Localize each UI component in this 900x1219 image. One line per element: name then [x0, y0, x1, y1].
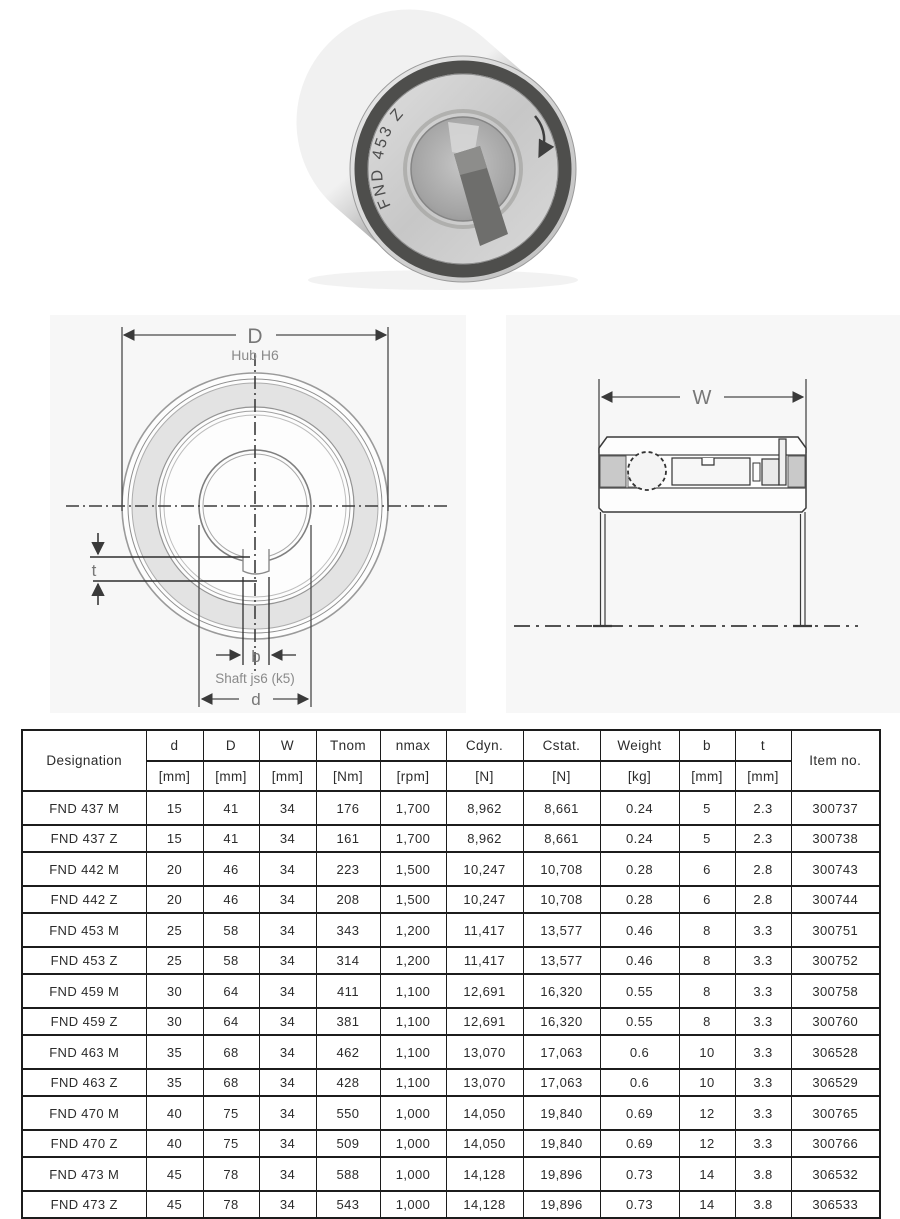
- table-cell: 8: [679, 913, 735, 947]
- table-cell: 20: [146, 852, 203, 886]
- table-cell: 64: [203, 974, 259, 1008]
- table-cell: 306529: [791, 1069, 880, 1096]
- table-row: [22, 913, 880, 947]
- table-cell: 34: [259, 791, 316, 825]
- table-cell: 428: [316, 1069, 380, 1096]
- table-cell: 35: [146, 1035, 203, 1069]
- table-cell: 300737: [791, 791, 880, 825]
- table-cell: 1,100: [380, 1035, 446, 1069]
- dim-label-W: W: [692, 387, 712, 409]
- table-cell: 34: [259, 1069, 316, 1096]
- table-cell: 3.3: [735, 1008, 791, 1035]
- table-cell: 12: [679, 1130, 735, 1157]
- header-cell-cdyn: Cdyn.: [446, 730, 523, 761]
- table-cell: FND 463 M: [22, 1035, 146, 1069]
- table-cell: 12,691: [446, 974, 523, 1008]
- table-cell: 46: [203, 886, 259, 913]
- table-row: [22, 1035, 880, 1069]
- table-row: [22, 1130, 880, 1157]
- table-cell: 41: [203, 825, 259, 852]
- table-cell: 17,063: [523, 1069, 600, 1096]
- table-cell: 1,500: [380, 852, 446, 886]
- table-cell: 13,070: [446, 1069, 523, 1096]
- table-cell: 0.73: [600, 1157, 679, 1191]
- header-cell-tnom: Tnom: [316, 730, 380, 761]
- table-cell: 5: [679, 825, 735, 852]
- table-cell: 58: [203, 913, 259, 947]
- table-cell: 12,691: [446, 1008, 523, 1035]
- table-cell: 300738: [791, 825, 880, 852]
- table-cell: 19,840: [523, 1130, 600, 1157]
- table-cell: FND 442 M: [22, 852, 146, 886]
- table-cell: 300752: [791, 947, 880, 974]
- header-cell-b: b: [679, 730, 735, 761]
- table-cell: 5: [679, 791, 735, 825]
- table-body: [22, 791, 880, 1218]
- table-cell: 10,247: [446, 886, 523, 913]
- header-cell-nmax: nmax: [380, 730, 446, 761]
- table-cell: 1,100: [380, 1069, 446, 1096]
- retainer-plate: [779, 439, 786, 485]
- table-row: [22, 1008, 880, 1035]
- table-cell: 314: [316, 947, 380, 974]
- table-row: [22, 1069, 880, 1096]
- table-cell: 3.3: [735, 947, 791, 974]
- table-cell: 78: [203, 1191, 259, 1218]
- table-cell: 8: [679, 947, 735, 974]
- table-cell: 30: [146, 1008, 203, 1035]
- table-cell: 1,000: [380, 1157, 446, 1191]
- table-cell: 381: [316, 1008, 380, 1035]
- roller-notch: [702, 458, 714, 465]
- table-cell: 34: [259, 1157, 316, 1191]
- table-row: [22, 791, 880, 825]
- right-spacer-block: [788, 456, 805, 487]
- table-cell: 3.3: [735, 974, 791, 1008]
- table-cell: 306533: [791, 1191, 880, 1218]
- table-cell: 35: [146, 1069, 203, 1096]
- table-cell: 25: [146, 947, 203, 974]
- front-view-drawing-panel: [50, 315, 466, 713]
- table-cell: 3.8: [735, 1157, 791, 1191]
- header-cell-w: W: [259, 730, 316, 761]
- table-cell: 14: [679, 1191, 735, 1218]
- table-cell: 1,000: [380, 1096, 446, 1130]
- table-row: [22, 947, 880, 974]
- table-cell: 0.24: [600, 825, 679, 852]
- table-cell: 300760: [791, 1008, 880, 1035]
- side-view-drawing: [506, 315, 900, 713]
- table-cell: 34: [259, 974, 316, 1008]
- table-cell: 25: [146, 913, 203, 947]
- table-cell: 41: [203, 791, 259, 825]
- table-row: [22, 1157, 880, 1191]
- table-cell: 10,708: [523, 852, 600, 886]
- table-cell: 3.3: [735, 1130, 791, 1157]
- table-cell: 34: [259, 1191, 316, 1218]
- table-cell: 46: [203, 852, 259, 886]
- table-cell: 11,417: [446, 947, 523, 974]
- table-cell: 15: [146, 791, 203, 825]
- table-cell: 30: [146, 974, 203, 1008]
- table-cell: 3.3: [735, 1096, 791, 1130]
- table-cell: 300751: [791, 913, 880, 947]
- table-cell: 1,000: [380, 1130, 446, 1157]
- table-cell: 17,063: [523, 1035, 600, 1069]
- table-cell: 509: [316, 1130, 380, 1157]
- unit-cell: [Nm]: [316, 761, 380, 791]
- table-cell: 14,128: [446, 1191, 523, 1218]
- header-cell-cstat: Cstat.: [523, 730, 600, 761]
- table-cell: 588: [316, 1157, 380, 1191]
- table-cell: 34: [259, 825, 316, 852]
- unit-cell: [mm]: [679, 761, 735, 791]
- table-cell: 12: [679, 1096, 735, 1130]
- table-cell: 6: [679, 886, 735, 913]
- table-cell: 1,700: [380, 791, 446, 825]
- table-cell: 2.3: [735, 825, 791, 852]
- table-cell: 34: [259, 1130, 316, 1157]
- dim-label-D: D: [247, 325, 263, 348]
- table-cell: 300743: [791, 852, 880, 886]
- table-cell: 161: [316, 825, 380, 852]
- table-cell: FND 470 Z: [22, 1130, 146, 1157]
- table-cell: FND 453 Z: [22, 947, 146, 974]
- table-cell: FND 437 M: [22, 791, 146, 825]
- table-cell: 176: [316, 791, 380, 825]
- table-cell: 14,050: [446, 1130, 523, 1157]
- table-cell: 10: [679, 1069, 735, 1096]
- table-row: [22, 1096, 880, 1130]
- table-row: [22, 852, 880, 886]
- table-cell: 34: [259, 1008, 316, 1035]
- table-cell: 0.55: [600, 1008, 679, 1035]
- table-cell: 40: [146, 1130, 203, 1157]
- table-cell: FND 459 Z: [22, 1008, 146, 1035]
- table-cell: 550: [316, 1096, 380, 1130]
- table-cell: 1,200: [380, 947, 446, 974]
- table-cell: 208: [316, 886, 380, 913]
- table-cell: 14,128: [446, 1157, 523, 1191]
- unit-cell: [rpm]: [380, 761, 446, 791]
- table-cell: FND 470 M: [22, 1096, 146, 1130]
- front-view-drawing: [50, 315, 466, 713]
- table-cell: 0.24: [600, 791, 679, 825]
- table-cell: 0.6: [600, 1069, 679, 1096]
- table-row: [22, 886, 880, 913]
- unit-cell: [N]: [446, 761, 523, 791]
- table-cell: 19,840: [523, 1096, 600, 1130]
- table-cell: 223: [316, 852, 380, 886]
- table-cell: 0.28: [600, 852, 679, 886]
- table-cell: 300766: [791, 1130, 880, 1157]
- table-cell: 343: [316, 913, 380, 947]
- table-cell: FND 463 Z: [22, 1069, 146, 1096]
- table-cell: 306528: [791, 1035, 880, 1069]
- table-cell: 8,962: [446, 825, 523, 852]
- table-cell: 13,577: [523, 947, 600, 974]
- ball-element: [628, 452, 666, 490]
- table-cell: 58: [203, 947, 259, 974]
- short-roller: [762, 459, 779, 485]
- table-cell: 20: [146, 886, 203, 913]
- table-cell: 1,500: [380, 886, 446, 913]
- table-cell: 1,100: [380, 1008, 446, 1035]
- unit-cell: [mm]: [735, 761, 791, 791]
- table-cell: 75: [203, 1096, 259, 1130]
- bearing-front-face: [350, 56, 576, 282]
- header-cell-weight: Weight: [600, 730, 679, 761]
- table-cell: 8,661: [523, 825, 600, 852]
- inner-sleeve: [593, 512, 812, 626]
- table-cell: 300758: [791, 974, 880, 1008]
- table-cell: 6: [679, 852, 735, 886]
- table-cell: 75: [203, 1130, 259, 1157]
- table-cell: 0.69: [600, 1096, 679, 1130]
- header-cell-designation: Designation: [22, 730, 146, 791]
- table-cell: 64: [203, 1008, 259, 1035]
- table-cell: 13,577: [523, 913, 600, 947]
- table-cell: 68: [203, 1035, 259, 1069]
- table-cell: 1,000: [380, 1191, 446, 1218]
- table-cell: 34: [259, 1096, 316, 1130]
- table-row: [22, 825, 880, 852]
- table-cell: 14,050: [446, 1096, 523, 1130]
- table-cell: FND 442 Z: [22, 886, 146, 913]
- table-cell: 3.8: [735, 1191, 791, 1218]
- table-cell: 3.3: [735, 913, 791, 947]
- product-marking-text: FND 453 Z: [368, 104, 409, 212]
- table-cell: 543: [316, 1191, 380, 1218]
- unit-cell: [mm]: [146, 761, 203, 791]
- header-cell-d: D: [203, 730, 259, 761]
- table-cell: 19,896: [523, 1191, 600, 1218]
- table-cell: 0.73: [600, 1191, 679, 1218]
- hub-tolerance-label: Hub H6: [231, 347, 279, 363]
- table-cell: 16,320: [523, 1008, 600, 1035]
- table-cell: 1,100: [380, 974, 446, 1008]
- table-cell: 0.69: [600, 1130, 679, 1157]
- table-cell: 45: [146, 1157, 203, 1191]
- table-row: [22, 1191, 880, 1218]
- table-cell: 0.28: [600, 886, 679, 913]
- table-cell: 0.55: [600, 974, 679, 1008]
- table-cell: 15: [146, 825, 203, 852]
- table-cell: 0.46: [600, 913, 679, 947]
- table-cell: 14: [679, 1157, 735, 1191]
- table-cell: 8: [679, 974, 735, 1008]
- dim-label-b: b: [251, 647, 261, 666]
- table-cell: FND 473 Z: [22, 1191, 146, 1218]
- header-cell-d: d: [146, 730, 203, 761]
- table-cell: 34: [259, 852, 316, 886]
- unit-cell: [N]: [523, 761, 600, 791]
- table-cell: 1,700: [380, 825, 446, 852]
- table-cell: 8,962: [446, 791, 523, 825]
- product-photo: [283, 4, 623, 296]
- table-cell: FND 453 M: [22, 913, 146, 947]
- shaft-tolerance-label: Shaft js6 (k5): [215, 671, 295, 686]
- unit-cell: [mm]: [203, 761, 259, 791]
- table-cell: 0.6: [600, 1035, 679, 1069]
- table-cell: FND 473 M: [22, 1157, 146, 1191]
- table-cell: 10,247: [446, 852, 523, 886]
- table-cell: 34: [259, 1035, 316, 1069]
- dim-label-t: t: [91, 561, 97, 580]
- left-spacer-block: [600, 456, 626, 487]
- table-cell: FND 459 M: [22, 974, 146, 1008]
- table-cell: 3.3: [735, 1035, 791, 1069]
- header-cell-item-no: Item no.: [791, 730, 880, 791]
- table-cell: 34: [259, 886, 316, 913]
- table-cell: 40: [146, 1096, 203, 1130]
- table-cell: 10,708: [523, 886, 600, 913]
- table-row: [22, 974, 880, 1008]
- table-cell: 16,320: [523, 974, 600, 1008]
- table-cell: 8: [679, 1008, 735, 1035]
- table-cell: 2.3: [735, 791, 791, 825]
- bearing-photo-illustration: [283, 4, 623, 296]
- specification-table: [21, 729, 881, 1219]
- header-cell-t: t: [735, 730, 791, 761]
- table-cell: 300744: [791, 886, 880, 913]
- table-cell: 3.3: [735, 1069, 791, 1096]
- table-cell: 306532: [791, 1157, 880, 1191]
- table-cell: 19,896: [523, 1157, 600, 1191]
- table-cell: 11,417: [446, 913, 523, 947]
- table-cell: 300765: [791, 1096, 880, 1130]
- table-cell: 68: [203, 1069, 259, 1096]
- table-cell: FND 437 Z: [22, 825, 146, 852]
- spacer: [753, 463, 760, 481]
- table-cell: 10: [679, 1035, 735, 1069]
- unit-cell: [kg]: [600, 761, 679, 791]
- table-cell: 8,661: [523, 791, 600, 825]
- table-cell: 45: [146, 1191, 203, 1218]
- table-cell: 462: [316, 1035, 380, 1069]
- table-cell: 411: [316, 974, 380, 1008]
- table-cell: 34: [259, 913, 316, 947]
- table-cell: 13,070: [446, 1035, 523, 1069]
- table-header: [22, 730, 880, 791]
- table-cell: 0.46: [600, 947, 679, 974]
- table-cell: 34: [259, 947, 316, 974]
- table-cell: 2.8: [735, 886, 791, 913]
- table-cell: 78: [203, 1157, 259, 1191]
- dim-label-d: d: [251, 690, 261, 709]
- side-view-drawing-panel: [506, 315, 900, 713]
- table-cell: 2.8: [735, 852, 791, 886]
- table-cell: 1,200: [380, 913, 446, 947]
- unit-cell: [mm]: [259, 761, 316, 791]
